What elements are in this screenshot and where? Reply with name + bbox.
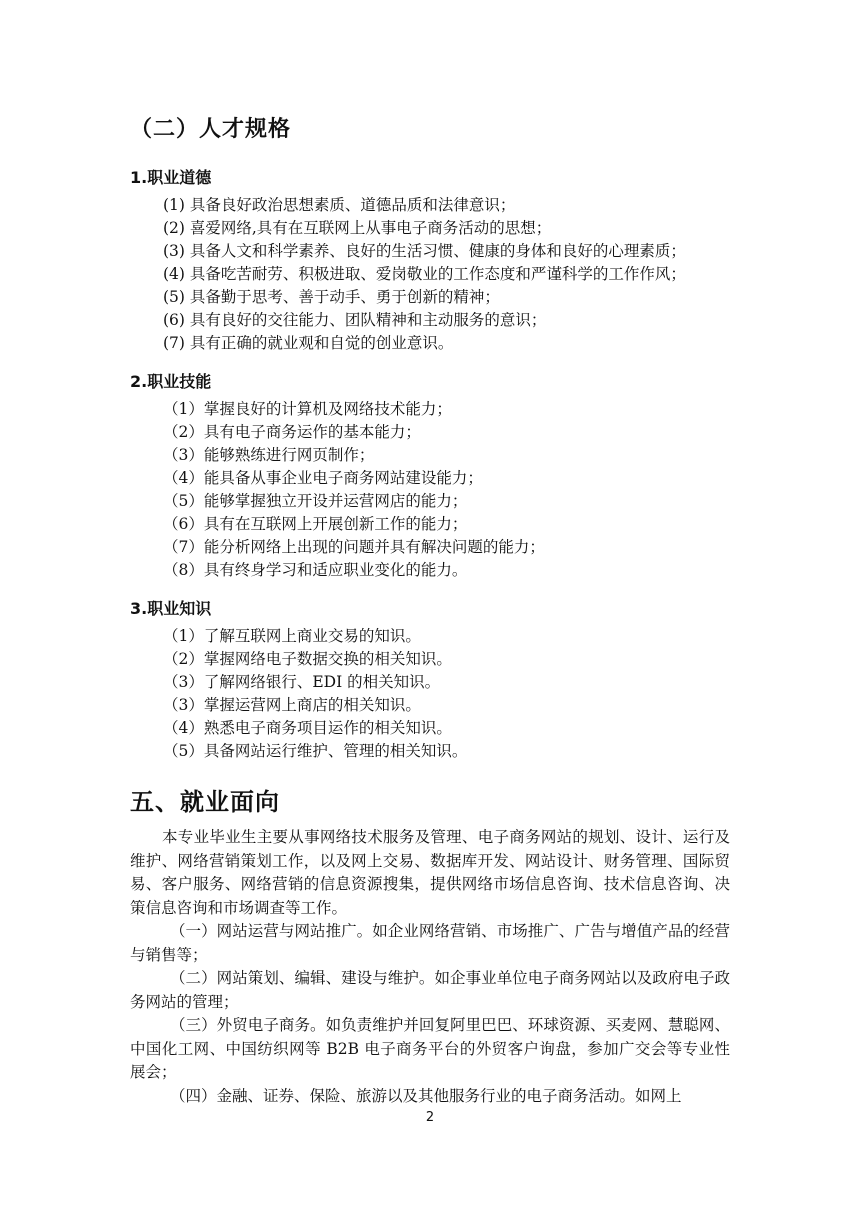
skills-item: （5）能够掌握独立开设并运营网店的能力； [163, 492, 468, 510]
employment-paragraph: （一）网站运营与网站推广。如企业网络营销、市场推广、广告与增值产品的经营与销售等； [130, 922, 730, 964]
knowledge-item: （4）熟悉电子商务项目运作的相关知识。 [163, 719, 452, 737]
knowledge-heading: 3.职业知识 [130, 599, 212, 618]
employment-paragraph: （三）外贸电子商务。如负责维护并回复阿里巴巴、环球资源、买麦网、慧聪网、中国化工网、中国纺织网等 B2B 电子商务平台的外贸客户询盘，参加广交会等专业性展会； [130, 1016, 730, 1081]
ethics-item: (6) 具有良好的交往能力、团队精神和主动服务的意识； [163, 311, 547, 329]
skills-item: （8）具有终身学习和适应职业变化的能力。 [163, 561, 468, 579]
employment-heading: 五、就业面向 [130, 788, 280, 816]
ethics-item: (3) 具备人文和科学素养、良好的生活习惯、健康的身体和良好的心理素质； [163, 242, 686, 260]
employment-paragraph: （二）网站策划、编辑、建设与维护。如企事业单位电子商务网站以及政府电子政务网站的管理； [130, 969, 730, 1011]
skills-item: （3）能够熟练进行网页制作； [163, 446, 375, 464]
knowledge-item: （2）掌握网络电子数据交换的相关知识。 [163, 650, 452, 668]
skills-heading: 2.职业技能 [130, 372, 212, 391]
ethics-item: (7) 具有正确的就业观和自觉的创业意识。 [163, 334, 454, 352]
talent-spec-heading: （二）人才规格 [130, 117, 292, 142]
page-number: 2 [425, 1110, 435, 1125]
skills-item: （2）具有电子商务运作的基本能力； [163, 423, 421, 441]
ethics-item: (1) 具备良好政治思想素质、道德品质和法律意识； [163, 196, 516, 214]
skills-item: （4）能具备从事企业电子商务网站建设能力； [163, 469, 483, 487]
knowledge-item: （3）了解网络银行、EDI 的相关知识。 [163, 673, 441, 691]
ethics-item: (5) 具备勤于思考、善于动手、勇于创新的精神； [163, 288, 500, 306]
ethics-heading: 1.职业道德 [130, 168, 212, 187]
skills-item: （1）掌握良好的计算机及网络技术能力； [163, 400, 452, 418]
employment-paragraph: 本专业毕业生主要从事网络技术服务及管理、电子商务网站的规划、设计、运行及维护、网络营销策划工作，以及网上交易、数据库开发、网站设计、财务管理、国际贸易、客户服务、网络营销的信息资源搜集，提供网络市场信息咨询、技术信息咨询、决策信息咨询和市场调查等工作。 [130, 828, 730, 917]
knowledge-item: （3）掌握运营网上商店的相关知识。 [163, 696, 421, 714]
ethics-item: (4) 具备吃苦耐劳、积极进取、爱岗敬业的工作态度和严谨科学的工作作风； [163, 265, 686, 283]
ethics-item: (2) 喜爱网络,具有在互联网上从事电子商务活动的思想； [163, 219, 552, 237]
skills-item: （6）具有在互联网上开展创新工作的能力； [163, 515, 468, 533]
knowledge-item: （5）具备网站运行维护、管理的相关知识。 [163, 742, 468, 760]
employment-paragraph: （四）金融、证券、保险、旅游以及其他服务行业的电子商务活动。如网上 [170, 1087, 682, 1105]
knowledge-item: （1）了解互联网上商业交易的知识。 [163, 627, 421, 645]
skills-item: （7）能分析网络上出现的问题并具有解决问题的能力； [163, 538, 545, 556]
